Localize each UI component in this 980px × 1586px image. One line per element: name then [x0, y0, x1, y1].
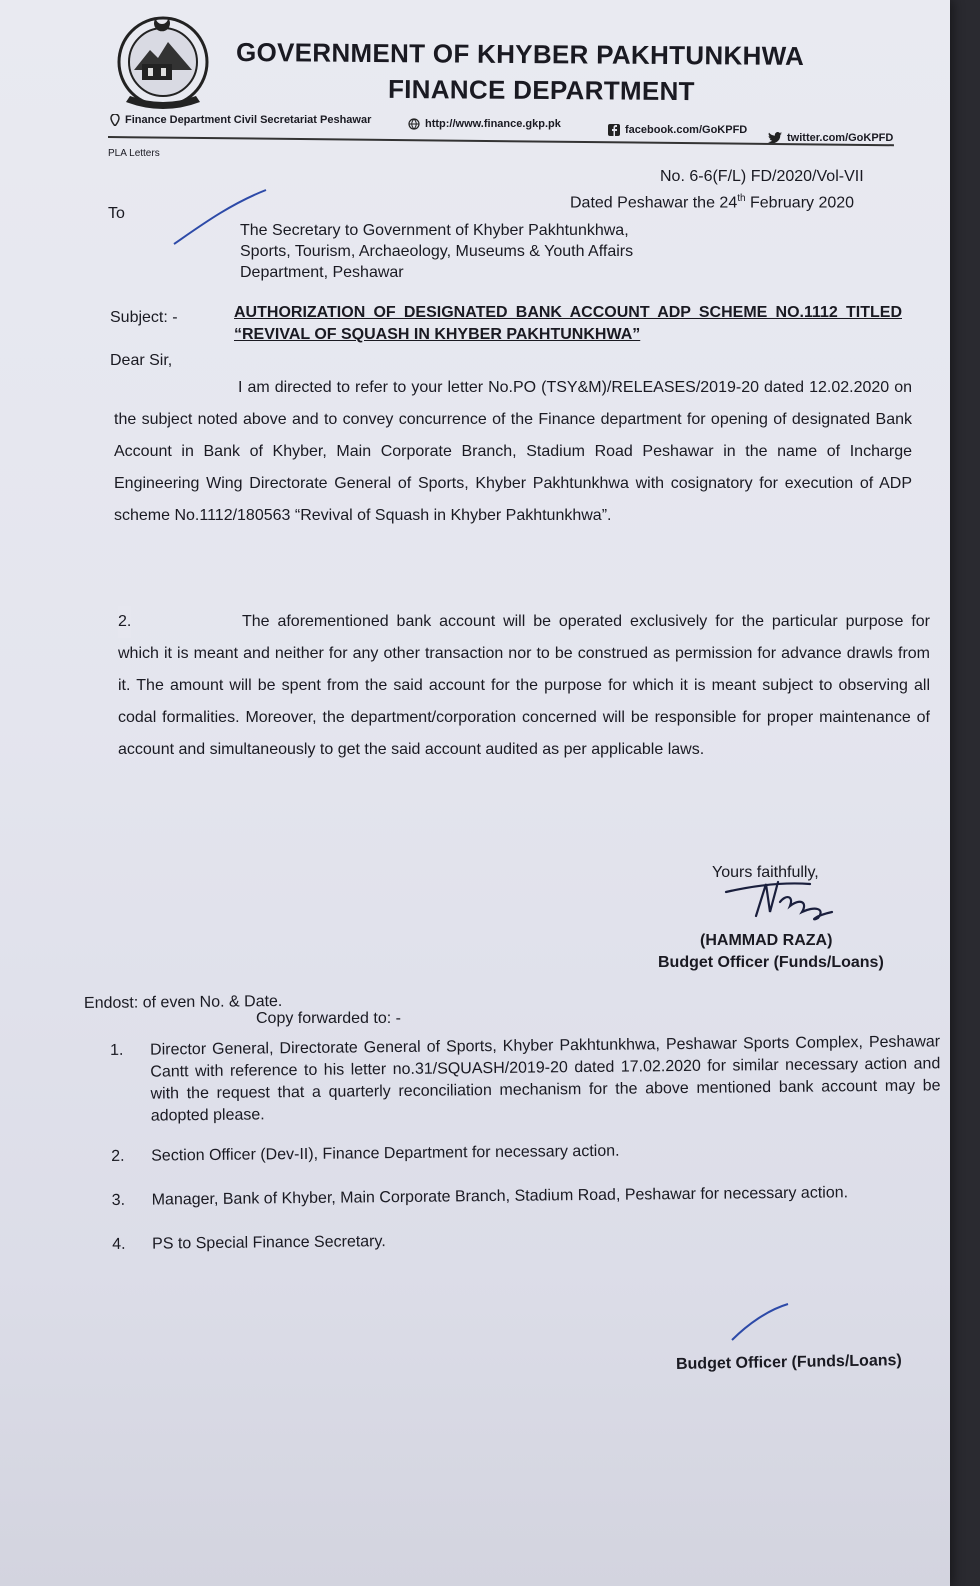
copy-item-number: 4. — [112, 1235, 126, 1253]
salutation: Dear Sir, — [110, 352, 173, 369]
signature-icon — [722, 872, 842, 924]
date-suffix: February 2020 — [745, 194, 855, 212]
pla-letters-tag: PLA Letters — [108, 148, 160, 159]
addressee-line1: The Secretary to Government of Khyber Pakhtunkhwa, — [240, 222, 629, 239]
header-title-line1: GOVERNMENT OF KHYBER PAKHTUNKHWA — [235, 37, 805, 71]
copy-item-number: 1. — [110, 1041, 124, 1059]
copy-forwarded-label: Copy forwarded to: - — [256, 1010, 401, 1027]
signatory-name: (HAMMAD RAZA) — [700, 932, 833, 949]
location-pin-icon — [110, 114, 120, 126]
signatory-designation: Budget Officer (Funds/Loans) — [658, 954, 884, 971]
subject-text: AUTHORIZATION OF DESIGNATED BANK ACCOUNT ADP SCHEME NO.1112 TITLED “REVIVAL OF SQUASH IN KHYBER PAKHTUNKHWA” — [234, 304, 902, 343]
kp-government-emblem-icon — [106, 12, 220, 112]
copy-item-text: Section Officer (Dev-II), Finance Department for necessary action. — [151, 1142, 620, 1165]
header-website — [408, 118, 561, 130]
subject-label: Subject: - — [110, 309, 178, 326]
endorsement-line: Endost: of even No. & Date. — [83, 992, 283, 1013]
copy-list — [110, 1031, 942, 1256]
copy-list-item — [110, 1031, 941, 1128]
twitter-text: twitter.com/GoKPFD — [787, 132, 894, 144]
copy-list-item — [112, 1181, 942, 1212]
copy-item-text: PS to Special Finance Secretary. — [152, 1233, 386, 1253]
to-label: To — [108, 205, 125, 222]
reference-date — [570, 188, 854, 213]
addressee-line3: Department, Peshawar — [240, 264, 404, 281]
facebook-text: facebook.com/GoKPFD — [625, 124, 748, 136]
date-sup: th — [737, 193, 746, 204]
globe-icon — [408, 118, 420, 130]
header-title-line2: FINANCE DEPARTMENT — [387, 73, 695, 107]
address-text: Finance Department Civil Secretariat Peshawar — [125, 114, 372, 126]
initial-mark-icon — [728, 1300, 792, 1344]
reference-number: No. 6-6(F/L) FD/2020/Vol-VII — [660, 168, 864, 185]
website-text: http://www.finance.gkp.pk — [425, 118, 561, 130]
header-facebook — [608, 124, 747, 136]
yours-faithfully: Yours faithfully, — [712, 864, 819, 881]
paragraph-2-number: 2. — [118, 606, 131, 638]
copy-list-item — [111, 1137, 941, 1168]
copy-list-item — [112, 1225, 942, 1256]
facebook-icon — [608, 124, 620, 136]
header-address — [110, 114, 371, 126]
paragraph-1: I am directed to refer to your letter No.PO (TSY&M)/RELEASES/2019-20 dated 12.02.2020 on the subject noted above and to convey concurrence of the Finance department for opening of designated Bank Account in Bank of Khyber, Main Corporate Branch, Stadium Road Peshawar in the name of Incharge Engineering Wing Directorate General of Sports, Khyber Pakhtunkhwa with cosignatory for execution of ADP scheme No.1112/180563 “Revival of Squash in Khyber Pakhtunkhwa”. — [114, 379, 912, 524]
paragraph-2: The aforementioned bank account will be operated exclusively for the particular purpose for which it is meant and neither for any other transaction nor to be construed as permission for advance drawls from it. The amount will be spent from the said account for the purpose for which it is meant subject to observing all codal formalities. Moreover, the department/corporation concerned will be responsible for proper maintenance of account and simultaneously to get the said account audited as per applicable laws. — [118, 613, 930, 758]
copy-item-number: 3. — [111, 1191, 126, 1209]
copy-item-text: Manager, Bank of Khyber, Main Corporate Branch, Stadium Road, Peshawar for necessary action. — [151, 1184, 849, 1209]
addressee-line2: Sports, Tourism, Archaeology, Museums & Youth Affairs — [240, 243, 634, 260]
date-prefix: Dated Peshawar the 24 — [570, 194, 738, 212]
copy-item-text: Director General, Directorate General of Sports, Khyber Pakhtunkhwa, Peshawar Sports Complex, Peshawar Cantt with reference to his letter no.31/SQUASH/2019-20 dated 17.02.2020 for similar necessary action and with the request that a quarterly reconciliation mechanism for the above mentioned bank account may be adopted please. — [150, 1033, 941, 1125]
footer-designation: Budget Officer (Funds/Loans) — [675, 1352, 902, 1373]
copy-item-number: 2. — [111, 1147, 125, 1165]
